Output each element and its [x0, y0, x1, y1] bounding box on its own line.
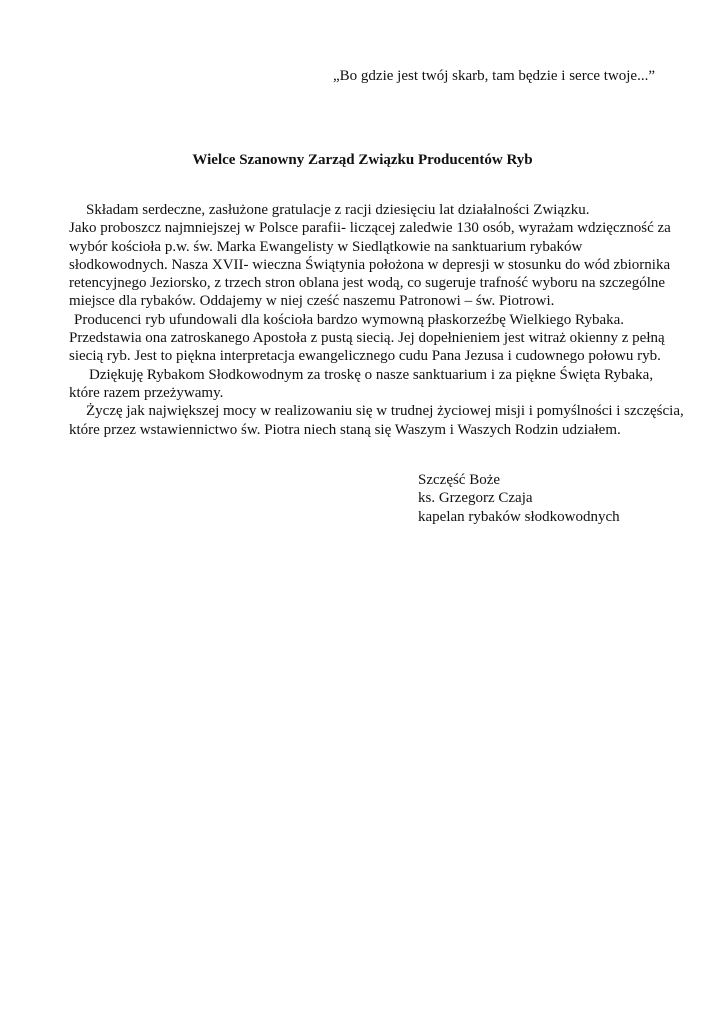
body-line: wybór kościoła p.w. św. Marka Ewangelisty w Siedlątkowie na sanktuarium rybaków — [69, 238, 583, 255]
body-line: Dziękuję Rybakom Słodkowodnym za troskę o nasze sanktuarium i za piękne Święta Rybaka, — [89, 366, 654, 383]
signature-block — [418, 471, 620, 526]
body-line: retencyjnego Jeziorsko, z trzech stron oblana jest wodą, co sugeruje trafność wyboru na szczególne — [69, 275, 666, 292]
body-line: Składam serdeczne, zasłużone gratulacje z racji dziesięciu lat działalności Związku. — [86, 202, 590, 218]
letter-heading: Wielce Szanowny Zarząd Związku Producentów Ryb — [192, 152, 533, 168]
signature-role: kapelan rybaków słodkowodnych — [418, 508, 620, 525]
body-line: siecią ryb. Jest to piękna interpretacja ewangelicznego cudu Pana Jezusa i cudownego połowu ryb. — [69, 348, 661, 365]
motto-quote: „Bo gdzie jest twój skarb, tam będzie i serce twoje...” — [333, 68, 655, 84]
body-line: Producenci ryb ufundowali dla kościoła bardzo wymowną płaskorzeźbę Wielkiego Rybaka. — [74, 311, 625, 328]
body-line: miejsce dla rybaków. Oddajemy w niej cześć naszemu Patronowi – św. Piotrowi. — [69, 293, 555, 310]
body-line: Przedstawia ona zatroskanego Apostoła z pustą siecią. Jej dopełnieniem jest witraż okienny z pełną — [69, 330, 665, 347]
letter-body — [69, 201, 684, 439]
body-line: Jako proboszcz najmniejszej w Polsce parafii- liczącej zaledwie 130 osób, wyrażam wdzięczność za — [69, 220, 671, 237]
signature-name: ks. Grzegorz Czaja — [418, 490, 533, 507]
signature-closing: Szczęść Boże — [418, 472, 501, 488]
body-line: Życzę jak największej mocy w realizowaniu się w trudnej życiowej misji i pomyślności i szczęścia, — [86, 403, 684, 420]
body-line: słodkowodnych. Nasza XVII- wieczna Świątynia położona w depresji w stosunku do wód zbiornika — [69, 256, 671, 273]
body-line: które przez wstawiennictwo św. Piotra niech staną się Waszym i Waszych Rodzin udziałem. — [69, 421, 621, 438]
body-line: które razem przeżywamy. — [69, 384, 224, 401]
